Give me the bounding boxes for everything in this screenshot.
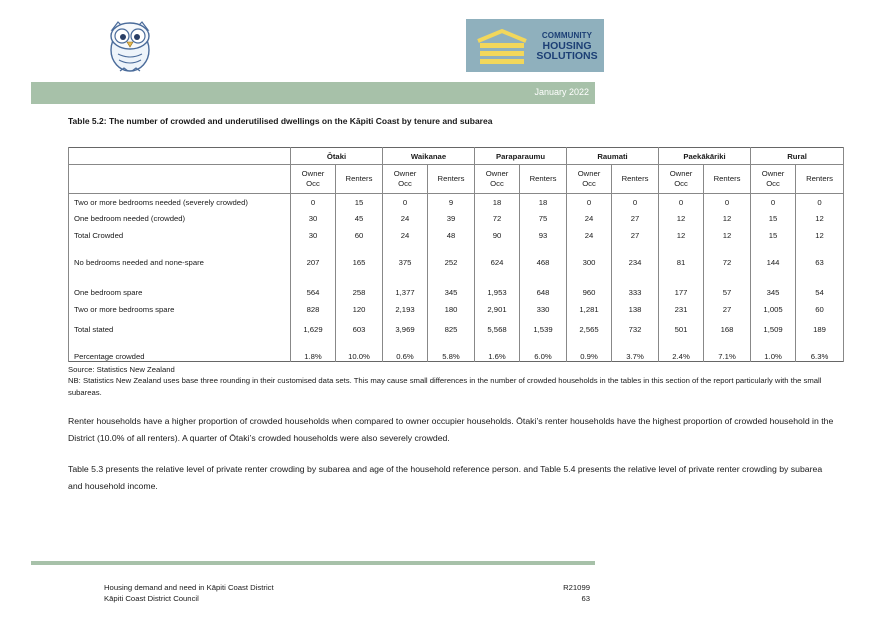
table-cell: 10.0% bbox=[336, 338, 383, 361]
row-label: Two or more bedrooms spare bbox=[69, 297, 291, 321]
table-cell: 168 bbox=[704, 322, 751, 338]
table-cell: 252 bbox=[428, 243, 475, 281]
table-cell: 0 bbox=[659, 194, 704, 211]
table-row bbox=[69, 322, 844, 338]
logo-line-1: COMMUNITY bbox=[541, 31, 593, 40]
table-cell: 165 bbox=[336, 243, 383, 281]
table-cell: 5.8% bbox=[428, 338, 475, 361]
row-label: One bedroom spare bbox=[69, 281, 291, 297]
source-note: Source: Statistics New Zealand bbox=[68, 365, 175, 374]
paragraph-renter-crowding: Renter households have a higher proportion of crowded households when compared to owner occupier households. Ōtaki’s renter households have the highest proportion of crowded household in the District (10.0% of all renters). A quarter of Ōtaki’s crowded households were also severely crowded. bbox=[68, 416, 834, 443]
logo-line-3: SOLUTIONS bbox=[536, 50, 598, 62]
table-cell: 0 bbox=[612, 194, 659, 211]
table-cell: 12 bbox=[796, 227, 844, 243]
tenure-header: Renters bbox=[336, 165, 383, 194]
table-cell: 3,969 bbox=[383, 322, 428, 338]
table-notes bbox=[68, 364, 838, 398]
table-cell: 60 bbox=[336, 227, 383, 243]
subarea-header: Ōtaki bbox=[291, 148, 383, 165]
table-cell: 0 bbox=[383, 194, 428, 211]
table-cell: 603 bbox=[336, 322, 383, 338]
table-cell: 0 bbox=[567, 194, 612, 211]
tenure-header: Owner Occ bbox=[751, 165, 796, 194]
subarea-header: Waikanae bbox=[383, 148, 475, 165]
table-cell: 12 bbox=[659, 227, 704, 243]
table-cell: 2,565 bbox=[567, 322, 612, 338]
table-cell: 12 bbox=[704, 227, 751, 243]
table-cell: 15 bbox=[751, 227, 796, 243]
row-label: No bedrooms needed and none-spare bbox=[69, 243, 291, 281]
table-cell: 2,901 bbox=[475, 297, 520, 321]
table-cell: 828 bbox=[291, 297, 336, 321]
table-cell: 375 bbox=[383, 243, 428, 281]
tenure-header: Renters bbox=[796, 165, 844, 194]
table-cell: 75 bbox=[520, 211, 567, 227]
table-cell: 0 bbox=[291, 194, 336, 211]
table-cell: 0 bbox=[796, 194, 844, 211]
table-cell: 825 bbox=[428, 322, 475, 338]
table-cell: 1,509 bbox=[751, 322, 796, 338]
table-cell: 345 bbox=[428, 281, 475, 297]
table-row bbox=[69, 338, 844, 361]
table-cell: 177 bbox=[659, 281, 704, 297]
house-logo-icon bbox=[474, 27, 530, 65]
table-row bbox=[69, 243, 844, 281]
table-cell: 1,629 bbox=[291, 322, 336, 338]
table-cell: 138 bbox=[612, 297, 659, 321]
row-label: Total stated bbox=[69, 322, 291, 338]
row-label: One bedroom needed (crowded) bbox=[69, 211, 291, 227]
paragraph-next-tables: Table 5.3 presents the relative level of private renter crowding by subarea and age of the household reference person. and Table 5.4 presents the relative level of private renter crowding by subarea and household income. bbox=[68, 464, 823, 491]
table-cell: 345 bbox=[751, 281, 796, 297]
table-cell: 63 bbox=[796, 243, 844, 281]
table-cell: 18 bbox=[475, 194, 520, 211]
tenure-header-row bbox=[69, 165, 844, 194]
table-cell: 1.6% bbox=[475, 338, 520, 361]
table-cell: 180 bbox=[428, 297, 475, 321]
table-cell: 30 bbox=[291, 227, 336, 243]
table-cell: 624 bbox=[475, 243, 520, 281]
table-cell: 648 bbox=[520, 281, 567, 297]
table-cell: 330 bbox=[520, 297, 567, 321]
table-cell: 1.8% bbox=[291, 338, 336, 361]
tenure-header: Renters bbox=[428, 165, 475, 194]
table-body bbox=[69, 194, 844, 362]
table-cell: 0 bbox=[751, 194, 796, 211]
table-cell: 93 bbox=[520, 227, 567, 243]
header-blank bbox=[69, 165, 291, 194]
table-cell: 54 bbox=[796, 281, 844, 297]
footer-title: Housing demand and need in Kāpiti Coast District bbox=[104, 583, 274, 592]
subarea-header: Rural bbox=[751, 148, 844, 165]
table-cell: 24 bbox=[383, 227, 428, 243]
page-number: 63 bbox=[581, 594, 590, 603]
table-cell: 72 bbox=[704, 243, 751, 281]
table-cell: 1,539 bbox=[520, 322, 567, 338]
table-caption: Table 5.2: The number of crowded and underutilised dwellings on the Kāpiti Coast by tenure and subarea bbox=[68, 116, 493, 126]
table-cell: 30 bbox=[291, 211, 336, 227]
table-row bbox=[69, 227, 844, 243]
table-row bbox=[69, 281, 844, 297]
table-cell: 3.7% bbox=[612, 338, 659, 361]
subarea-header: Paraparaumu bbox=[475, 148, 567, 165]
table-cell: 501 bbox=[659, 322, 704, 338]
table-cell: 300 bbox=[567, 243, 612, 281]
table-cell: 120 bbox=[336, 297, 383, 321]
table-cell: 234 bbox=[612, 243, 659, 281]
table-cell: 9 bbox=[428, 194, 475, 211]
tenure-header: Owner Occ bbox=[383, 165, 428, 194]
table-cell: 5,568 bbox=[475, 322, 520, 338]
header-blank bbox=[69, 148, 291, 165]
table-cell: 15 bbox=[336, 194, 383, 211]
table-cell: 81 bbox=[659, 243, 704, 281]
table-row bbox=[69, 297, 844, 321]
table-cell: 2.4% bbox=[659, 338, 704, 361]
table-cell: 60 bbox=[796, 297, 844, 321]
table-cell: 960 bbox=[567, 281, 612, 297]
table-cell: 231 bbox=[659, 297, 704, 321]
tenure-header: Renters bbox=[704, 165, 751, 194]
table-cell: 0 bbox=[704, 194, 751, 211]
table-cell: 24 bbox=[383, 211, 428, 227]
footer-org: Kāpiti Coast District Council bbox=[104, 594, 199, 603]
table-cell: 2,193 bbox=[383, 297, 428, 321]
table-cell: 24 bbox=[567, 211, 612, 227]
rounding-note: NB: Statistics New Zealand uses base three rounding in their customised data sets. This may cause small differences in the number of crowded households in the tables in this section of the report particularly with the small subareas. bbox=[68, 376, 822, 397]
table-cell: 732 bbox=[612, 322, 659, 338]
table-cell: 24 bbox=[567, 227, 612, 243]
table-cell: 1,281 bbox=[567, 297, 612, 321]
table-cell: 333 bbox=[612, 281, 659, 297]
logo-line-2: HOUSING bbox=[542, 40, 592, 52]
report-date: January 2022 bbox=[534, 87, 589, 97]
row-label: Two or more bedrooms needed (severely crowded) bbox=[69, 194, 291, 211]
footer-bar bbox=[31, 561, 595, 565]
table-cell: 48 bbox=[428, 227, 475, 243]
chs-logo bbox=[466, 19, 604, 72]
table-cell: 15 bbox=[751, 211, 796, 227]
table-cell: 564 bbox=[291, 281, 336, 297]
table-cell: 258 bbox=[336, 281, 383, 297]
table-cell: 1,953 bbox=[475, 281, 520, 297]
subarea-header-row bbox=[69, 148, 844, 165]
table-cell: 39 bbox=[428, 211, 475, 227]
logo-text bbox=[532, 31, 602, 61]
table-cell: 7.1% bbox=[704, 338, 751, 361]
footer-left bbox=[104, 582, 274, 604]
table-cell: 1,377 bbox=[383, 281, 428, 297]
table-cell: 45 bbox=[336, 211, 383, 227]
table-cell: 12 bbox=[659, 211, 704, 227]
table-cell: 6.0% bbox=[520, 338, 567, 361]
row-label: Percentage crowded bbox=[69, 338, 291, 361]
table-cell: 0.6% bbox=[383, 338, 428, 361]
owl-logo-icon bbox=[104, 16, 156, 74]
table-cell: 468 bbox=[520, 243, 567, 281]
table-cell: 1.0% bbox=[751, 338, 796, 361]
table-cell: 1,005 bbox=[751, 297, 796, 321]
table-cell: 72 bbox=[475, 211, 520, 227]
tenure-header: Owner Occ bbox=[291, 165, 336, 194]
crowding-table bbox=[68, 147, 844, 362]
table-cell: 27 bbox=[704, 297, 751, 321]
subarea-header: Raumati bbox=[567, 148, 659, 165]
table-cell: 57 bbox=[704, 281, 751, 297]
table-cell: 0.9% bbox=[567, 338, 612, 361]
table-cell: 12 bbox=[704, 211, 751, 227]
table-cell: 12 bbox=[796, 211, 844, 227]
tenure-header: Renters bbox=[612, 165, 659, 194]
table-cell: 27 bbox=[612, 211, 659, 227]
tenure-header: Owner Occ bbox=[475, 165, 520, 194]
row-label: Total Crowded bbox=[69, 227, 291, 243]
table-cell: 6.3% bbox=[796, 338, 844, 361]
tenure-header: Renters bbox=[520, 165, 567, 194]
date-bar bbox=[31, 82, 595, 104]
tenure-header: Owner Occ bbox=[567, 165, 612, 194]
table-row bbox=[69, 194, 844, 211]
table-cell: 27 bbox=[612, 227, 659, 243]
tenure-header: Owner Occ bbox=[659, 165, 704, 194]
table-cell: 189 bbox=[796, 322, 844, 338]
table-row bbox=[69, 211, 844, 227]
subarea-header: Paekākāriki bbox=[659, 148, 751, 165]
footer-right bbox=[530, 582, 590, 604]
footer-ref: R21099 bbox=[563, 583, 590, 592]
table-cell: 144 bbox=[751, 243, 796, 281]
table-cell: 90 bbox=[475, 227, 520, 243]
table-cell: 18 bbox=[520, 194, 567, 211]
table-cell: 207 bbox=[291, 243, 336, 281]
